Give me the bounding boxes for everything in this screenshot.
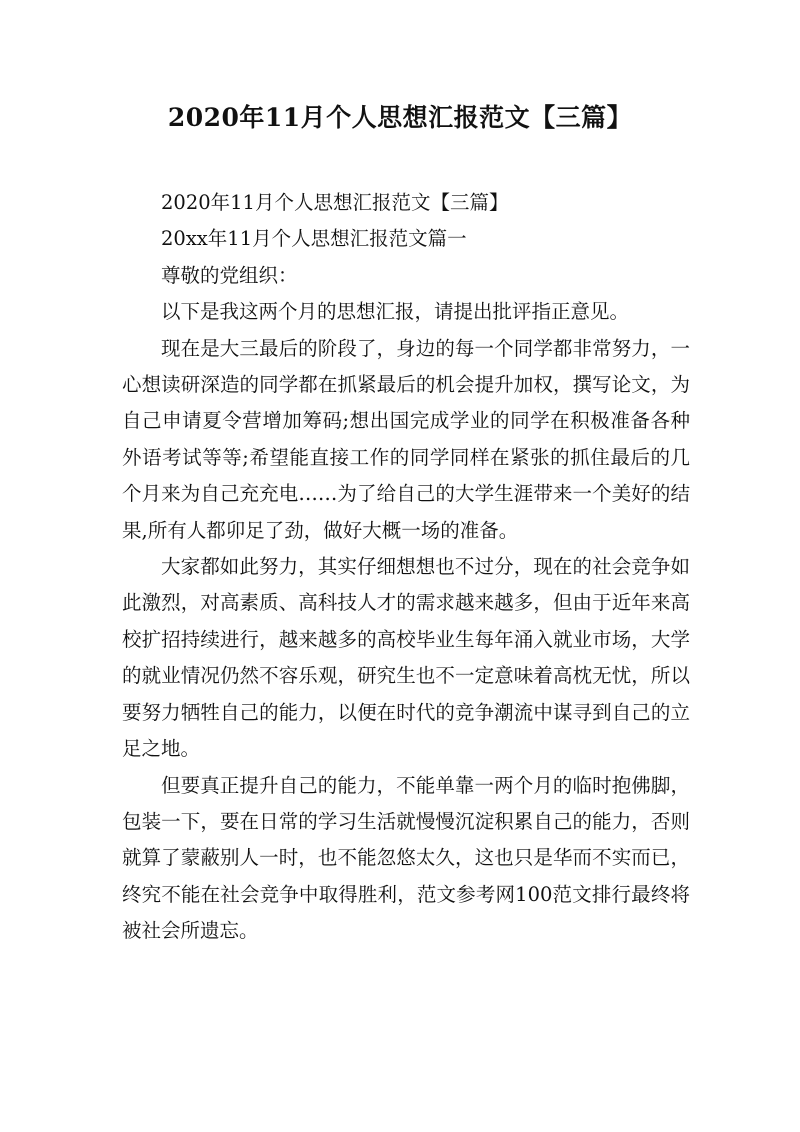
paragraph-salutation: 尊敬的党组织： (161, 263, 298, 287)
paragraph-body-2: 大家都如此努力，其实仔细想想也不过分，现在的社会竞争如此激烈，对高素质、高科技人才的需求越来越多，但由于近年来高校扩招持续进行，越来越多的高校毕业生每年涌入就业市场，大学的就业情况仍然不容乐观，研究生也不一定意味着高枕无忧，所以要努力牺牲自己的能力，以便在时代的竞争潮流中谋寻到自己的立足之地。 (122, 555, 690, 761)
document-body (122, 185, 690, 950)
paragraph-intro: 以下是我这两个月的思想汇报，请提出批评指正意见。 (161, 300, 630, 324)
paragraph-subtitle: 20xx年11月个人思想汇报范文篇一 (161, 227, 467, 251)
paragraph-body-1: 现在是大三最后的阶段了，身边的每一个同学都非常努力，一心想读研深造的同学都在抓紧最后的机会提升加权，撰写论文，为自己申请夏令营增加筹码;想出国完成学业的同学在积极准备各种外语考试等等;希望能直接工作的同学同样在紧张的抓住最后的几个月来为自己充充电……为了给自己的大学生涯带来一个美好的结果,所有人都卯足了劲，做好大概一场的准备。 (122, 336, 690, 542)
paragraph-heading: 2020年11月个人思想汇报范文【三篇】 (161, 191, 509, 214)
document-title: 2020年11月个人思想汇报范文【三篇】 (167, 103, 633, 132)
paragraph-body-3: 但要真正提升自己的能力，不能单靠一两个月的临时抱佛脚，包装一下，要在日常的学习生活就慢慢沉淀积累自己的能力，否则就算了蒙蔽别人一时，也不能忽悠太久，这也只是华而不实而已，终究不能在社会竞争中取得胜利，范文参考网100范文排行最终将被社会所遗忘。 (122, 773, 690, 943)
